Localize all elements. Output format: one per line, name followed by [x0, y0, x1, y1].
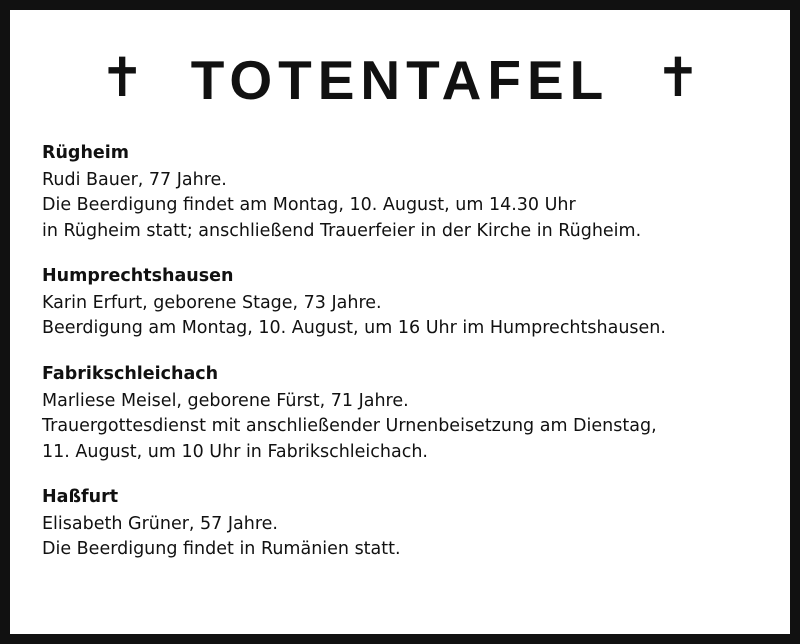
- entry-line: Elisabeth Grüner, 57 Jahre.: [42, 513, 278, 534]
- entry-line: Beerdigung am Montag, 10. August, um 16 Uhr im Humprechtshausen.: [42, 318, 666, 339]
- entry-line: Die Beerdigung findet am Montag, 10. August, um 14.30 Uhr: [42, 195, 576, 216]
- entry-line: Trauergottesdienst mit anschließender Urnenbeisetzung am Dienstag,: [42, 416, 657, 437]
- list-item: [42, 363, 758, 465]
- obituary-list: [38, 142, 762, 563]
- masthead: [38, 32, 762, 128]
- list-item: [42, 265, 758, 342]
- entry-place: Haßfurt: [42, 487, 119, 508]
- list-item: [42, 486, 758, 563]
- page-content: [10, 10, 790, 634]
- entry-line: 11. August, um 10 Uhr in Fabrikschleichach.: [42, 441, 428, 462]
- entry-line: Marliese Meisel, geborene Fürst, 71 Jahre.: [42, 390, 409, 411]
- entry-line: Die Beerdigung findet in Rumänien statt.: [42, 539, 401, 560]
- entry-place: Rügheim: [42, 143, 130, 163]
- cross-icon: ✝: [99, 46, 145, 109]
- entry-place: Fabrikschleichach: [42, 363, 219, 384]
- entry-line: Karin Erfurt, geborene Stage, 73 Jahre.: [42, 292, 382, 313]
- entry-place: Humprechtshausen: [42, 266, 234, 287]
- page-title: TOTENTAFEL: [190, 48, 610, 111]
- cross-icon: ✝: [655, 46, 701, 109]
- list-item: [42, 142, 758, 244]
- entry-line: Rudi Bauer, 77 Jahre.: [42, 169, 227, 190]
- entry-line: in Rügheim statt; anschließend Trauerfeier in der Kirche in Rügheim.: [42, 220, 642, 241]
